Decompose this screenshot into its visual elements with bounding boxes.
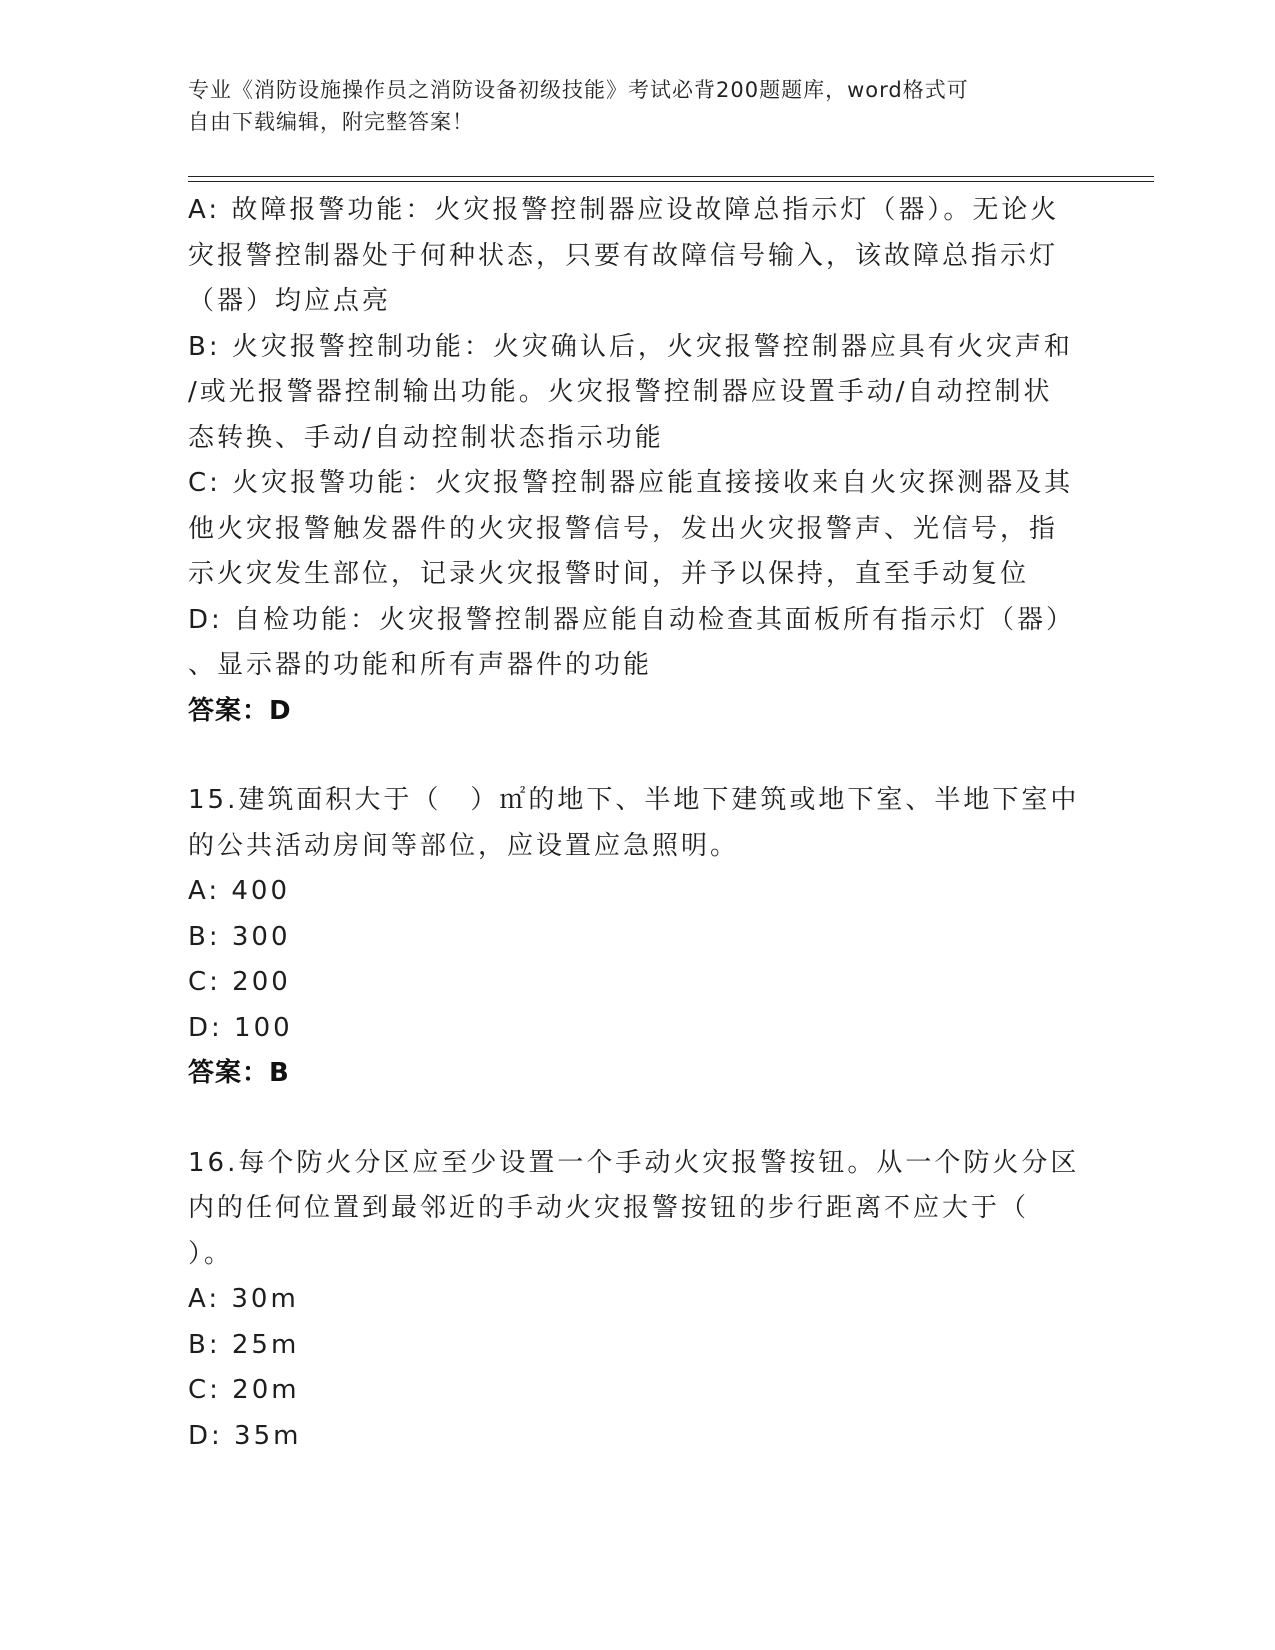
question-text-line: ）。 <box>188 1238 234 1269</box>
option-c <box>188 461 1088 598</box>
option-a-line: 灾报警控制器处于何种状态，只要有故障信号输入，该故障总指示灯 <box>188 240 1059 271</box>
option-b-line: /或光报警器控制输出功能。火灾报警控制器应设置手动/自动控制状 <box>188 377 1053 407</box>
option-b <box>188 325 1088 462</box>
option-b-line: 态转换、手动/自动控制状态指示功能 <box>188 422 664 453</box>
question-text-line: 15.建筑面积大于（ ）㎡的地下、半地下建筑或地下室、半地下室中 <box>188 785 1080 815</box>
option-c-line: 他火灾报警触发器件的火灾报警信号，发出火灾报警声、光信号，指 <box>188 513 1059 544</box>
option-d-line: D: 自检功能：火灾报警控制器应能自动检查其面板所有指示灯（器） <box>188 604 1076 635</box>
document-body <box>188 188 1088 1459</box>
option-c: C: 200 <box>188 967 291 997</box>
option-c-line: C: 火灾报警功能：火灾报警控制器应能直接接收来自火灾探测器及其 <box>188 468 1074 498</box>
option-c: C: 20m <box>188 1375 300 1405</box>
option-d <box>188 598 1088 689</box>
option-a: A: 30m <box>188 1284 299 1314</box>
option-c-line: 示火灾发生部位，记录火灾报警时间，并予以保持，直至手动复位 <box>188 559 1030 589</box>
question-spacer <box>188 734 1088 778</box>
question-text-line: 16.每个防火分区应至少设置一个手动火灾报警按钮。从一个防火分区 <box>188 1147 1080 1178</box>
header-title-line-2: 自由下载编辑，附完整答案！ <box>188 110 474 134</box>
option-a-line: A: 故障报警功能：火灾报警控制器应设故障总指示灯（器）。无论火 <box>188 195 1060 225</box>
answer-label: 答案：B <box>188 1058 290 1088</box>
question-16 <box>188 1141 1088 1460</box>
answer-label: 答案：D <box>188 695 292 726</box>
question-14 <box>188 188 1088 734</box>
option-b: B: 25m <box>188 1329 300 1360</box>
option-b: B: 300 <box>188 921 291 952</box>
option-d: D: 100 <box>188 1012 293 1043</box>
option-d: D: 35m <box>188 1420 302 1451</box>
question-text-line: 内的任何位置到最邻近的手动火灾报警按钮的步行距离不应大于（ <box>188 1193 1030 1223</box>
option-b-line: B: 火灾报警控制功能：火灾确认后，火灾报警控制器应具有火灾声和 <box>188 331 1073 362</box>
header-title-line-1: 专业《消防设施操作员之消防设备初级技能》考试必背200题题库，word格式可 <box>188 78 969 102</box>
option-a: A: 400 <box>188 876 290 906</box>
document-header <box>188 74 1068 138</box>
question-15 <box>188 778 1088 1097</box>
header-divider <box>188 176 1154 182</box>
option-d-line: 、显示器的功能和所有声器件的功能 <box>188 650 653 680</box>
question-spacer <box>188 1097 1088 1141</box>
option-a <box>188 188 1088 325</box>
question-text-line: 的公共活动房间等部位，应设置应急照明。 <box>188 830 740 861</box>
option-a-line: （器）均应点亮 <box>188 286 392 316</box>
